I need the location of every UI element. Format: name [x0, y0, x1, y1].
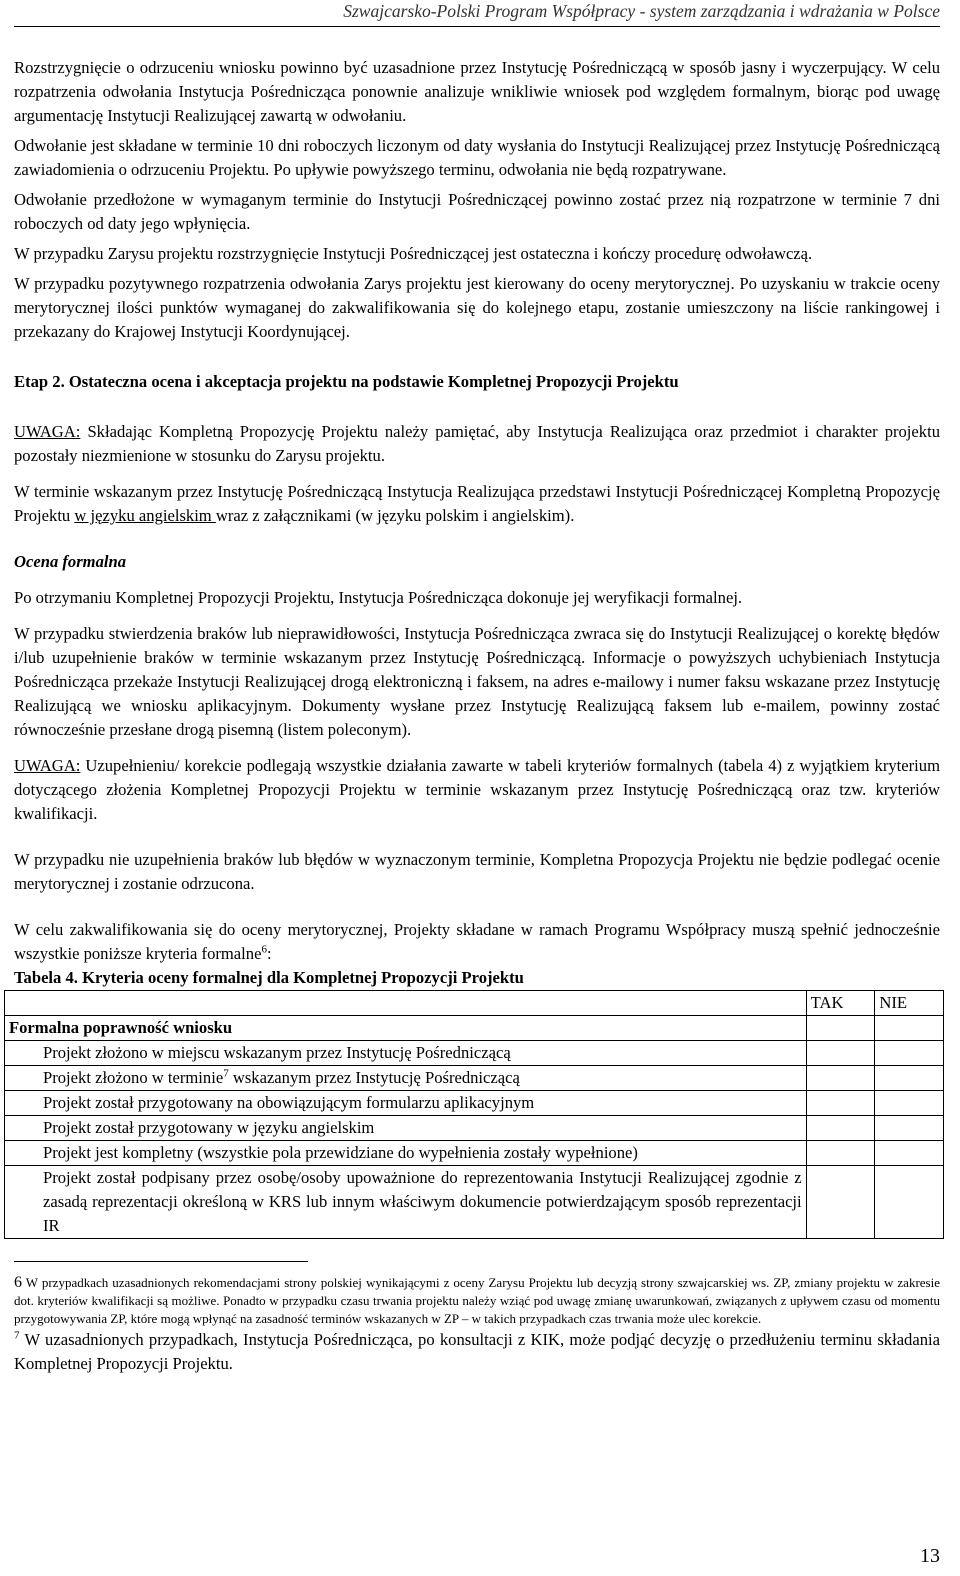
header-title: Szwajcarsko-Polski Program Współpracy - system zarządzania i wdrażania w Polsce: [343, 1, 940, 21]
footnote-6: [14, 1274, 940, 1328]
criterion: Projekt został przygotowany na obowiązującym formularzu aplikacyjnym: [5, 1091, 807, 1116]
table-cell: [875, 1166, 944, 1239]
paragraph: Po otrzymaniu Kompletnej Propozycji Projektu, Instytucja Pośrednicząca dokonuje jej weryfikacji formalnej.: [14, 588, 743, 607]
table-cell: [875, 1141, 944, 1166]
table-cell: [806, 1041, 875, 1066]
table-cell: [875, 1016, 944, 1041]
section-label: Formalna poprawność wniosku: [5, 1016, 807, 1041]
footnote-mark: 7: [14, 1329, 20, 1342]
criterion: Projekt jest kompletny (wszystkie pola przewidziane do wypełnienia zostały wypełnione): [5, 1141, 807, 1166]
criterion-text: Projekt złożono w terminie: [43, 1068, 224, 1087]
paragraph: [14, 918, 940, 966]
table-cell: [875, 1116, 944, 1141]
paragraph-text: W celu zakwalifikowania się do oceny merytorycznej, Projekty składane w ramach Programu Współpracy muszą spełnić jednocześnie wszystkie poniższe kryteria formalne: [14, 920, 940, 963]
table-cell: [875, 1066, 944, 1091]
table-caption: Tabela 4. Kryteria oceny formalnej dla Kompletnej Propozycji Projektu: [14, 968, 524, 987]
paragraph: W przypadku stwierdzenia braków lub nieprawidłowości, Instytucja Pośrednicząca zwraca się do Instytucji Realizującej o korektę błędów i/lub uzupełnienie braków w terminie wskazanym przez Instytucję Pośredniczącą. Informacje o powyższych uchybieniach Instytucja Pośrednicząca przekaże Instytucji Realizującej drogą elektroniczną i faksem, na adres e-mailowy i numer faksu wskazane przez Instytucję Realizującą we wniosku aplikacyjnym. Dokumenty wysłane przez Instytucję Realizującą faksem lub e-mailem, powinny zostać równocześnie przesłane drogą pisemną (listem poleconym).: [14, 624, 940, 739]
table-row: [5, 1066, 944, 1091]
table-row: [5, 1166, 944, 1239]
column-header-nie: NIE: [875, 991, 944, 1016]
criterion-text: wskazanym przez Instytucję Pośredniczącą: [228, 1068, 520, 1087]
table-cell: [806, 1141, 875, 1166]
criteria-table: [4, 990, 944, 1239]
table-row: [5, 1141, 944, 1166]
note-label: UWAGA:: [14, 422, 81, 441]
table-cell: [806, 1016, 875, 1041]
footnote-text: W uzasadnionych przypadkach, Instytucja Pośrednicząca, po konsultacji z KIK, może podjąć decyzję o przedłużeniu terminu składania Kompletnej Propozycji Projektu.: [14, 1330, 940, 1373]
paragraph: Odwołanie przedłożone w wymaganym terminie do Instytucji Pośredniczącej powinno zostać przez nią rozpatrzone w terminie 7 dni roboczych od daty jego wpłynięcia.: [14, 190, 940, 233]
table-cell: [806, 1166, 875, 1239]
paragraph: W przypadku pozytywnego rozpatrzenia odwołania Zarys projektu jest kierowany do oceny merytorycznej. Po uzyskaniu w trakcie oceny merytorycznej ilości punktów wymaganej do zakwalifikowania się do kolejnego etapu, zostanie umieszczony na liście rankingowej i przekazany do Krajowej Instytucji Koordynującej.: [14, 274, 940, 341]
note-text: Składając Kompletną Propozycję Projektu należy pamiętać, aby Instytucja Realizująca oraz przedmiot i charakter projektu pozostały niezmienione w stosunku do Zarysu projektu.: [14, 422, 940, 465]
paragraph: W przypadku Zarysu projektu rozstrzygnięcie Instytucji Pośredniczącej jest ostateczna i kończy procedurę odwoławczą.: [14, 244, 813, 263]
footnote-ref-7: 7: [223, 1067, 229, 1080]
paragraph-text: :: [266, 944, 272, 963]
note-label: UWAGA:: [14, 756, 81, 775]
footnote-mark: 6: [14, 1274, 22, 1291]
table-cell: [806, 1091, 875, 1116]
note-paragraph: [14, 420, 940, 468]
etap-label: Etap 2.: [14, 372, 65, 391]
footnote-separator: [14, 1261, 308, 1262]
paragraph: Odwołanie jest składane w terminie 10 dni roboczych liczonym od daty wysłania do Instytucji Realizującej przez Instytucję Pośredniczącą zawiadomienia o odrzuceniu Projektu. Po upływie powyższego terminu, odwołania nie będą rozpatrywane.: [14, 136, 940, 179]
paragraph: Rozstrzygnięcie o odrzuceniu wniosku powinno być uzasadnione przez Instytucję Pośredniczącą w sposób jasny i wyczerpujący. W celu rozpatrzenia odwołania Instytucja Pośrednicząca ponownie analizuje wnikliwie wniosek pod względem formalnym, biorąc pod uwagę argumentację Instytucji Realizującej zawartą w odwołaniu.: [14, 58, 940, 125]
note-text: Uzupełnieniu/ korekcie podlegają wszystkie działania zawarte w tabeli kryteriów formalnych (tabela 4) z wyjątkiem kryterium dotyczącego złożenia Kompletnej Propozycji Projektu w terminie wskazanym przez Instytucję Pośredniczącą oraz tzw. kryteriów kwalifikacji.: [14, 756, 940, 823]
criterion: Projekt został przygotowany w języku angielskim: [5, 1116, 807, 1141]
table-row: [5, 1041, 944, 1066]
paragraph: [14, 480, 940, 528]
subheading-ocena-formalna: Ocena formalna: [14, 552, 127, 571]
table-row: [5, 1091, 944, 1116]
document-body: [9, 56, 940, 1376]
criterion: [5, 1066, 807, 1091]
criterion: Projekt został podpisany przez osobę/osoby upoważnione do reprezentowania Instytucji Realizującej zgodnie z zasadą reprezentacji określoną w KRS lub innym właściwym dokumencie potwierdzającym sposób reprezentacji IR: [5, 1166, 807, 1239]
paragraph-text: W terminie wskazanym przez Instytucję Pośredniczącą Instytucja Realizująca przedstawi Instytucji Pośredniczącej Kompletną Propozycję Projektu: [14, 482, 940, 525]
underlined-phrase: w języku angielskim: [74, 506, 216, 525]
table-section-row: [5, 1016, 944, 1041]
footnote-text: W przypadkach uzasadnionych rekomendacjami strony polskiej wynikającymi z oceny Zarysu Projektu lub decyzją strony szwajcarskiej ws. ZP, zmiany projektu w zakresie dot. kryteriów kwalifikacji są możliwe. Ponadto w przypadku czasu trwania projektu należy wziąć pod uwagę zmianę uwarunkowań, związanych z upływem czasu od momentu przygotowywania ZP, które mogą wpłynąć na zasadność terminów wskazanych w ZP – w takich przypadkach czas trwania może ulec korekcie.: [14, 1275, 940, 1326]
table-cell: [875, 1041, 944, 1066]
footnote-7: [14, 1328, 940, 1376]
table-cell: [875, 1091, 944, 1116]
criterion: Projekt złożono w miejscu wskazanym przez Instytucję Pośredniczącą: [5, 1041, 807, 1066]
paragraph: W przypadku nie uzupełnienia braków lub błędów w wyznaczonym terminie, Kompletna Propozycja Projektu nie będzie podlegać ocenie merytorycznej i zostanie odrzucona.: [14, 850, 940, 893]
footnote-ref-6: 6: [261, 943, 267, 956]
page-number: 13: [920, 1545, 940, 1567]
etap-title: Ostateczna ocena i akceptacja projektu na podstawie Kompletnej Propozycji Projektu: [64, 372, 679, 391]
table-header-row: [5, 991, 944, 1016]
section-heading-etap2: [14, 370, 940, 394]
table-cell: [806, 1066, 875, 1091]
page-header: [14, 0, 940, 27]
column-header-tak: TAK: [806, 991, 875, 1016]
note-paragraph: [14, 754, 940, 826]
paragraph-text: wraz z załącznikami (w języku polskim i angielskim).: [215, 506, 575, 525]
table-cell: [806, 1116, 875, 1141]
table-row: [5, 1116, 944, 1141]
table-cell: [5, 991, 807, 1016]
